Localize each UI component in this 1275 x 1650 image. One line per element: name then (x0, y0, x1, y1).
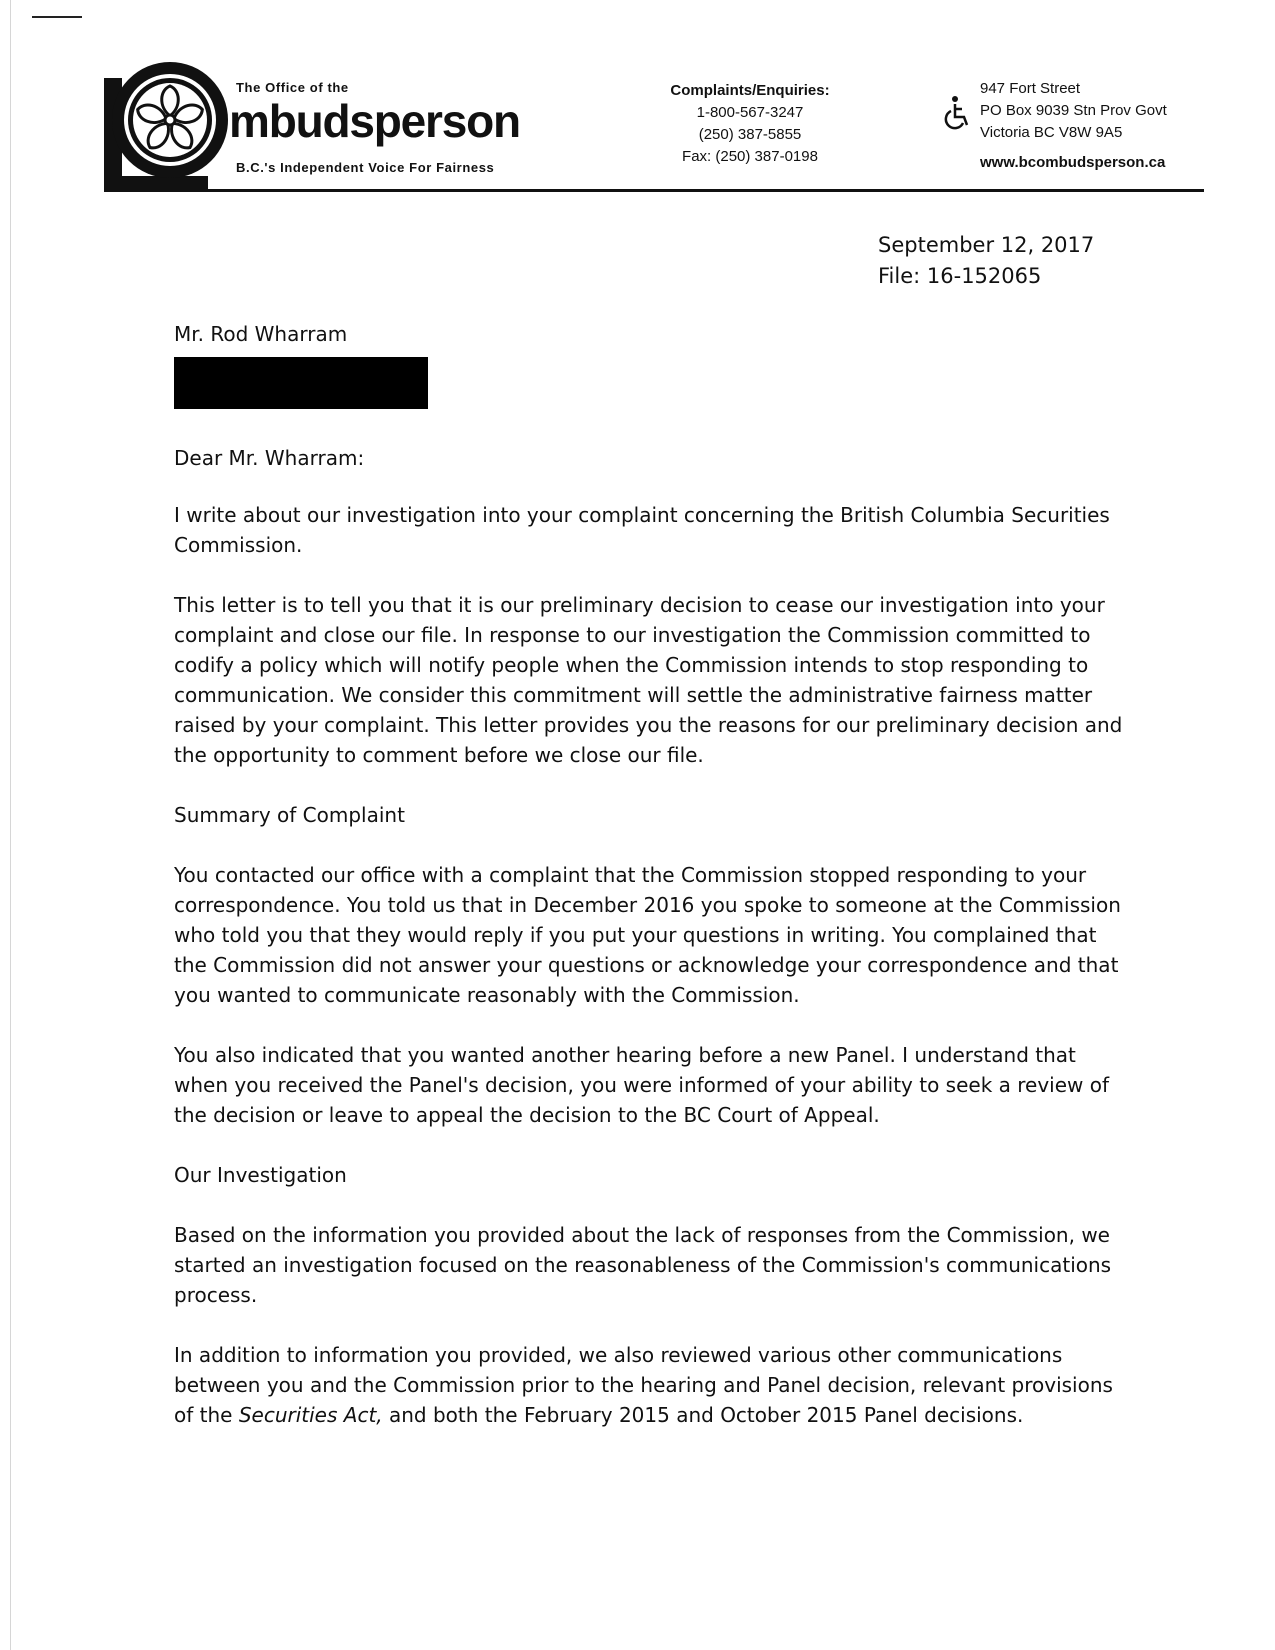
heading-our-investigation: Our Investigation (174, 1163, 347, 1187)
city-postal: Victoria BC V8W 9A5 (980, 124, 1123, 141)
contact-heading: Complaints/Enquiries: (670, 82, 830, 99)
fax-number: Fax: (250) 387-0198 (682, 148, 818, 165)
securities-act-title: Securities Act, (238, 1403, 383, 1427)
file-number: File: 16-152065 (878, 264, 1042, 288)
address-block (980, 78, 1167, 174)
contact-block (640, 80, 860, 168)
letterhead-rule (104, 189, 1204, 192)
website-link[interactable]: www.bcombudsperson.ca (980, 154, 1166, 171)
paragraph-6 (174, 1340, 1134, 1430)
ombudsperson-flower-logo (104, 58, 228, 190)
paragraph-6-start: In addition to information you provided, we also reviewed various other communications between you and the Commission prior to the hearing and Panel decision, relevant provisions of the (174, 1343, 1113, 1427)
paragraph-1: I write about our investigation into your complaint concerning the British Columbia Securities Commission. (174, 503, 1110, 557)
paragraph-3: You contacted our office with a complaint that the Commission stopped responding to your correspondence. You told us that in December 2016 you spoke to someone at the Commission who told you that they would reply if you put your questions in writing. You complained that the Commission did not answer your questions or acknowledge your correspondence and that you wanted to communicate reasonably with the Commission. (174, 863, 1121, 1007)
recipient-name: Mr. Rod Wharram (174, 322, 348, 346)
paragraph-6-end: and both the February 2015 and October 2015 Panel decisions. (382, 1403, 1024, 1427)
paragraph-2: This letter is to tell you that it is our preliminary decision to cease our investigation into your complaint and close our file. In response to our investigation the Commission committed to codify a policy which will notify people when the Commission intends to stop responding to communication. We consider this commitment will settle the administrative fairness matter raised by your complaint. This letter provides you the reasons for our preliminary decision and the opportunity to comment before we close our file. (174, 593, 1123, 767)
paragraph-4: You also indicated that you wanted another hearing before a new Panel. I understand that when you received the Panel's decision, you were informed of your ability to seek a review of the decision or leave to appeal the decision to the BC Court of Appeal. (174, 1043, 1110, 1127)
letter-date: September 12, 2017 (878, 233, 1095, 257)
redacted-address (174, 357, 428, 409)
wheelchair-accessibility-icon (942, 95, 972, 131)
ombudsperson-wordmark: mbudsperson (229, 95, 520, 147)
salutation: Dear Mr. Wharram: (174, 446, 365, 470)
scan-corner-mark (32, 16, 82, 18)
paragraph-5: Based on the information you provided about the lack of responses from the Commission, we started an investigation focused on the reasonableness of the Commission's communications process. (174, 1223, 1112, 1307)
office-of-label: The Office of the (236, 80, 349, 95)
po-box: PO Box 9039 Stn Prov Govt (980, 102, 1167, 119)
street-address: 947 Fort Street (980, 80, 1081, 97)
scan-edge-line (10, 0, 11, 1650)
toll-free-phone: 1-800-567-3247 (696, 104, 804, 121)
date-file-block (878, 230, 1094, 292)
tagline: B.C.'s Independent Voice For Fairness (236, 160, 495, 175)
heading-summary-of-complaint: Summary of Complaint (174, 803, 405, 827)
local-phone: (250) 387-5855 (698, 126, 802, 143)
